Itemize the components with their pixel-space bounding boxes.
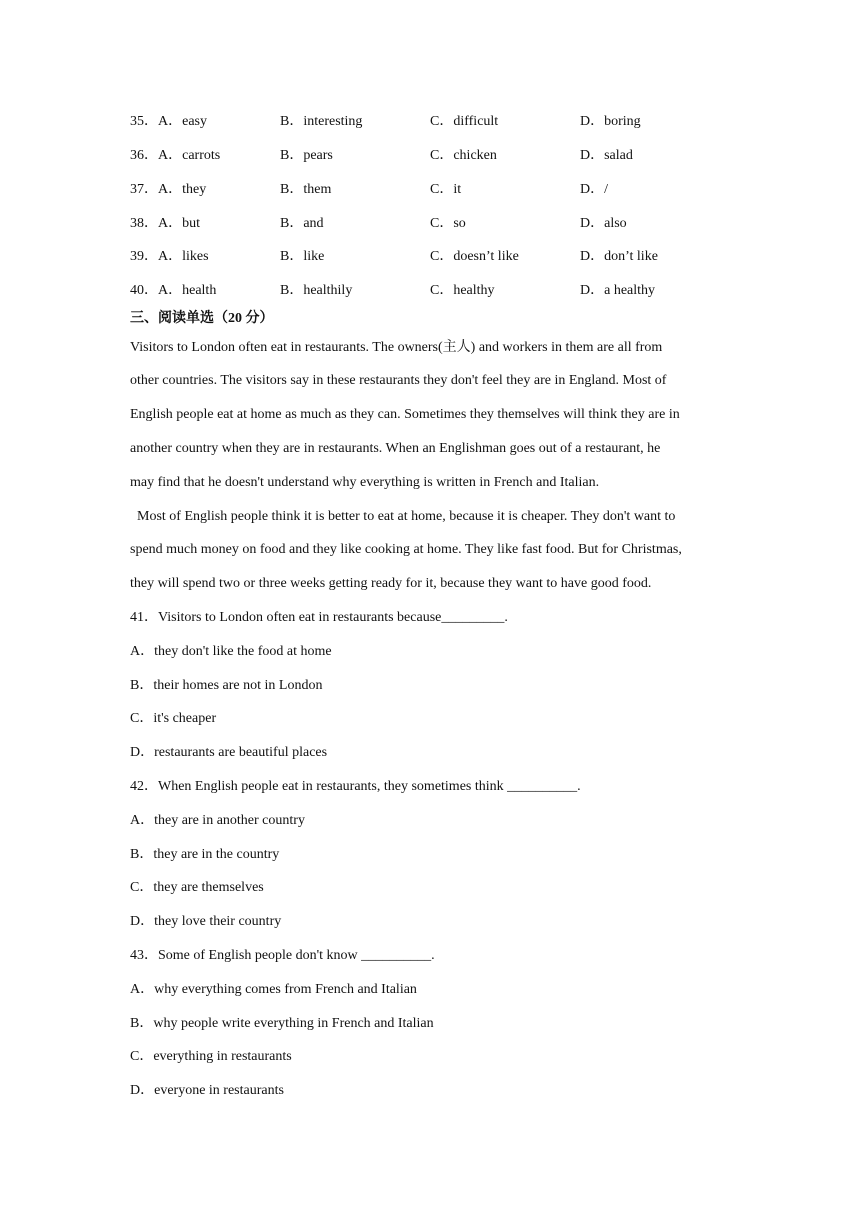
option-a: 38．A．but <box>130 216 200 231</box>
option-d: D．a healthy <box>580 283 656 298</box>
answer-option: B．they are in the country <box>130 847 280 862</box>
answer-option: B．their homes are not in London <box>130 678 323 693</box>
option-row-37 <box>130 181 740 199</box>
option-b: B．healthily <box>280 283 353 298</box>
answer-option: A．they don't like the food at home <box>130 644 332 659</box>
answer-option: A．why everything comes from French and Italian <box>130 982 417 997</box>
section-heading: 三、阅读单选（20 分） <box>130 311 274 326</box>
option-a: 40．A．health <box>130 283 217 298</box>
question-stem: 41．Visitors to London often eat in restaurants because_________. <box>130 610 508 625</box>
option-a: 36．A．carrots <box>130 148 221 163</box>
option-row-35 <box>130 113 740 131</box>
answer-option: D．everyone in restaurants <box>130 1083 284 1098</box>
answer-option: C．it's cheaper <box>130 711 217 726</box>
option-row-38 <box>130 215 740 233</box>
option-b: B．like <box>280 249 325 264</box>
passage-line: may find that he doesn't understand why everything is written in French and Italian. <box>130 475 600 490</box>
option-c: C．healthy <box>430 283 495 298</box>
question-stem: 43．Some of English people don't know __________. <box>130 948 435 963</box>
question-stem: 42．When English people eat in restaurants, they sometimes think __________. <box>130 779 581 794</box>
option-d: D．/ <box>580 182 608 197</box>
passage-line: they will spend two or three weeks getting ready for it, because they want to have good food. <box>130 576 652 591</box>
answer-option: D．restaurants are beautiful places <box>130 745 328 760</box>
option-a: 39．A．likes <box>130 249 209 264</box>
option-c: C．it <box>430 182 462 197</box>
option-b: B．them <box>280 182 332 197</box>
option-d: D．don’t like <box>580 249 658 264</box>
option-c: C．difficult <box>430 114 499 129</box>
option-b: B．and <box>280 216 324 231</box>
option-row-40 <box>130 282 740 300</box>
answer-option: B．why people write everything in French and Italian <box>130 1016 434 1031</box>
option-b: B．interesting <box>280 114 363 129</box>
option-c: C．doesn’t like <box>430 249 519 264</box>
passage-line: spend much money on food and they like cooking at home. They like fast food. But for Christmas, <box>130 542 682 557</box>
option-row-39 <box>130 248 740 266</box>
answer-option: C．they are themselves <box>130 880 264 895</box>
passage-line: Most of English people think it is better to eat at home, because it is cheaper. They don't want to <box>130 509 676 524</box>
option-row-36 <box>130 147 740 165</box>
option-a: 35．A．easy <box>130 114 207 129</box>
option-a: 37．A．they <box>130 182 207 197</box>
answer-option: A．they are in another country <box>130 813 305 828</box>
option-d: D．boring <box>580 114 641 129</box>
passage-line: another country when they are in restaurants. When an Englishman goes out of a restaurant, he <box>130 441 661 456</box>
option-c: C．so <box>430 216 466 231</box>
answer-option: D．they love their country <box>130 914 282 929</box>
option-d: D．salad <box>580 148 633 163</box>
passage-line: English people eat at home as much as they can. Sometimes they themselves will think they are in <box>130 407 680 422</box>
answer-option: C．everything in restaurants <box>130 1049 292 1064</box>
option-b: B．pears <box>280 148 333 163</box>
option-c: C．chicken <box>430 148 497 163</box>
passage-line: Visitors to London often eat in restaurants. The owners(主人) and workers in them are all from <box>130 340 663 355</box>
passage-line: other countries. The visitors say in these restaurants they don't feel they are in England. Most of <box>130 373 667 388</box>
option-d: D．also <box>580 216 627 231</box>
